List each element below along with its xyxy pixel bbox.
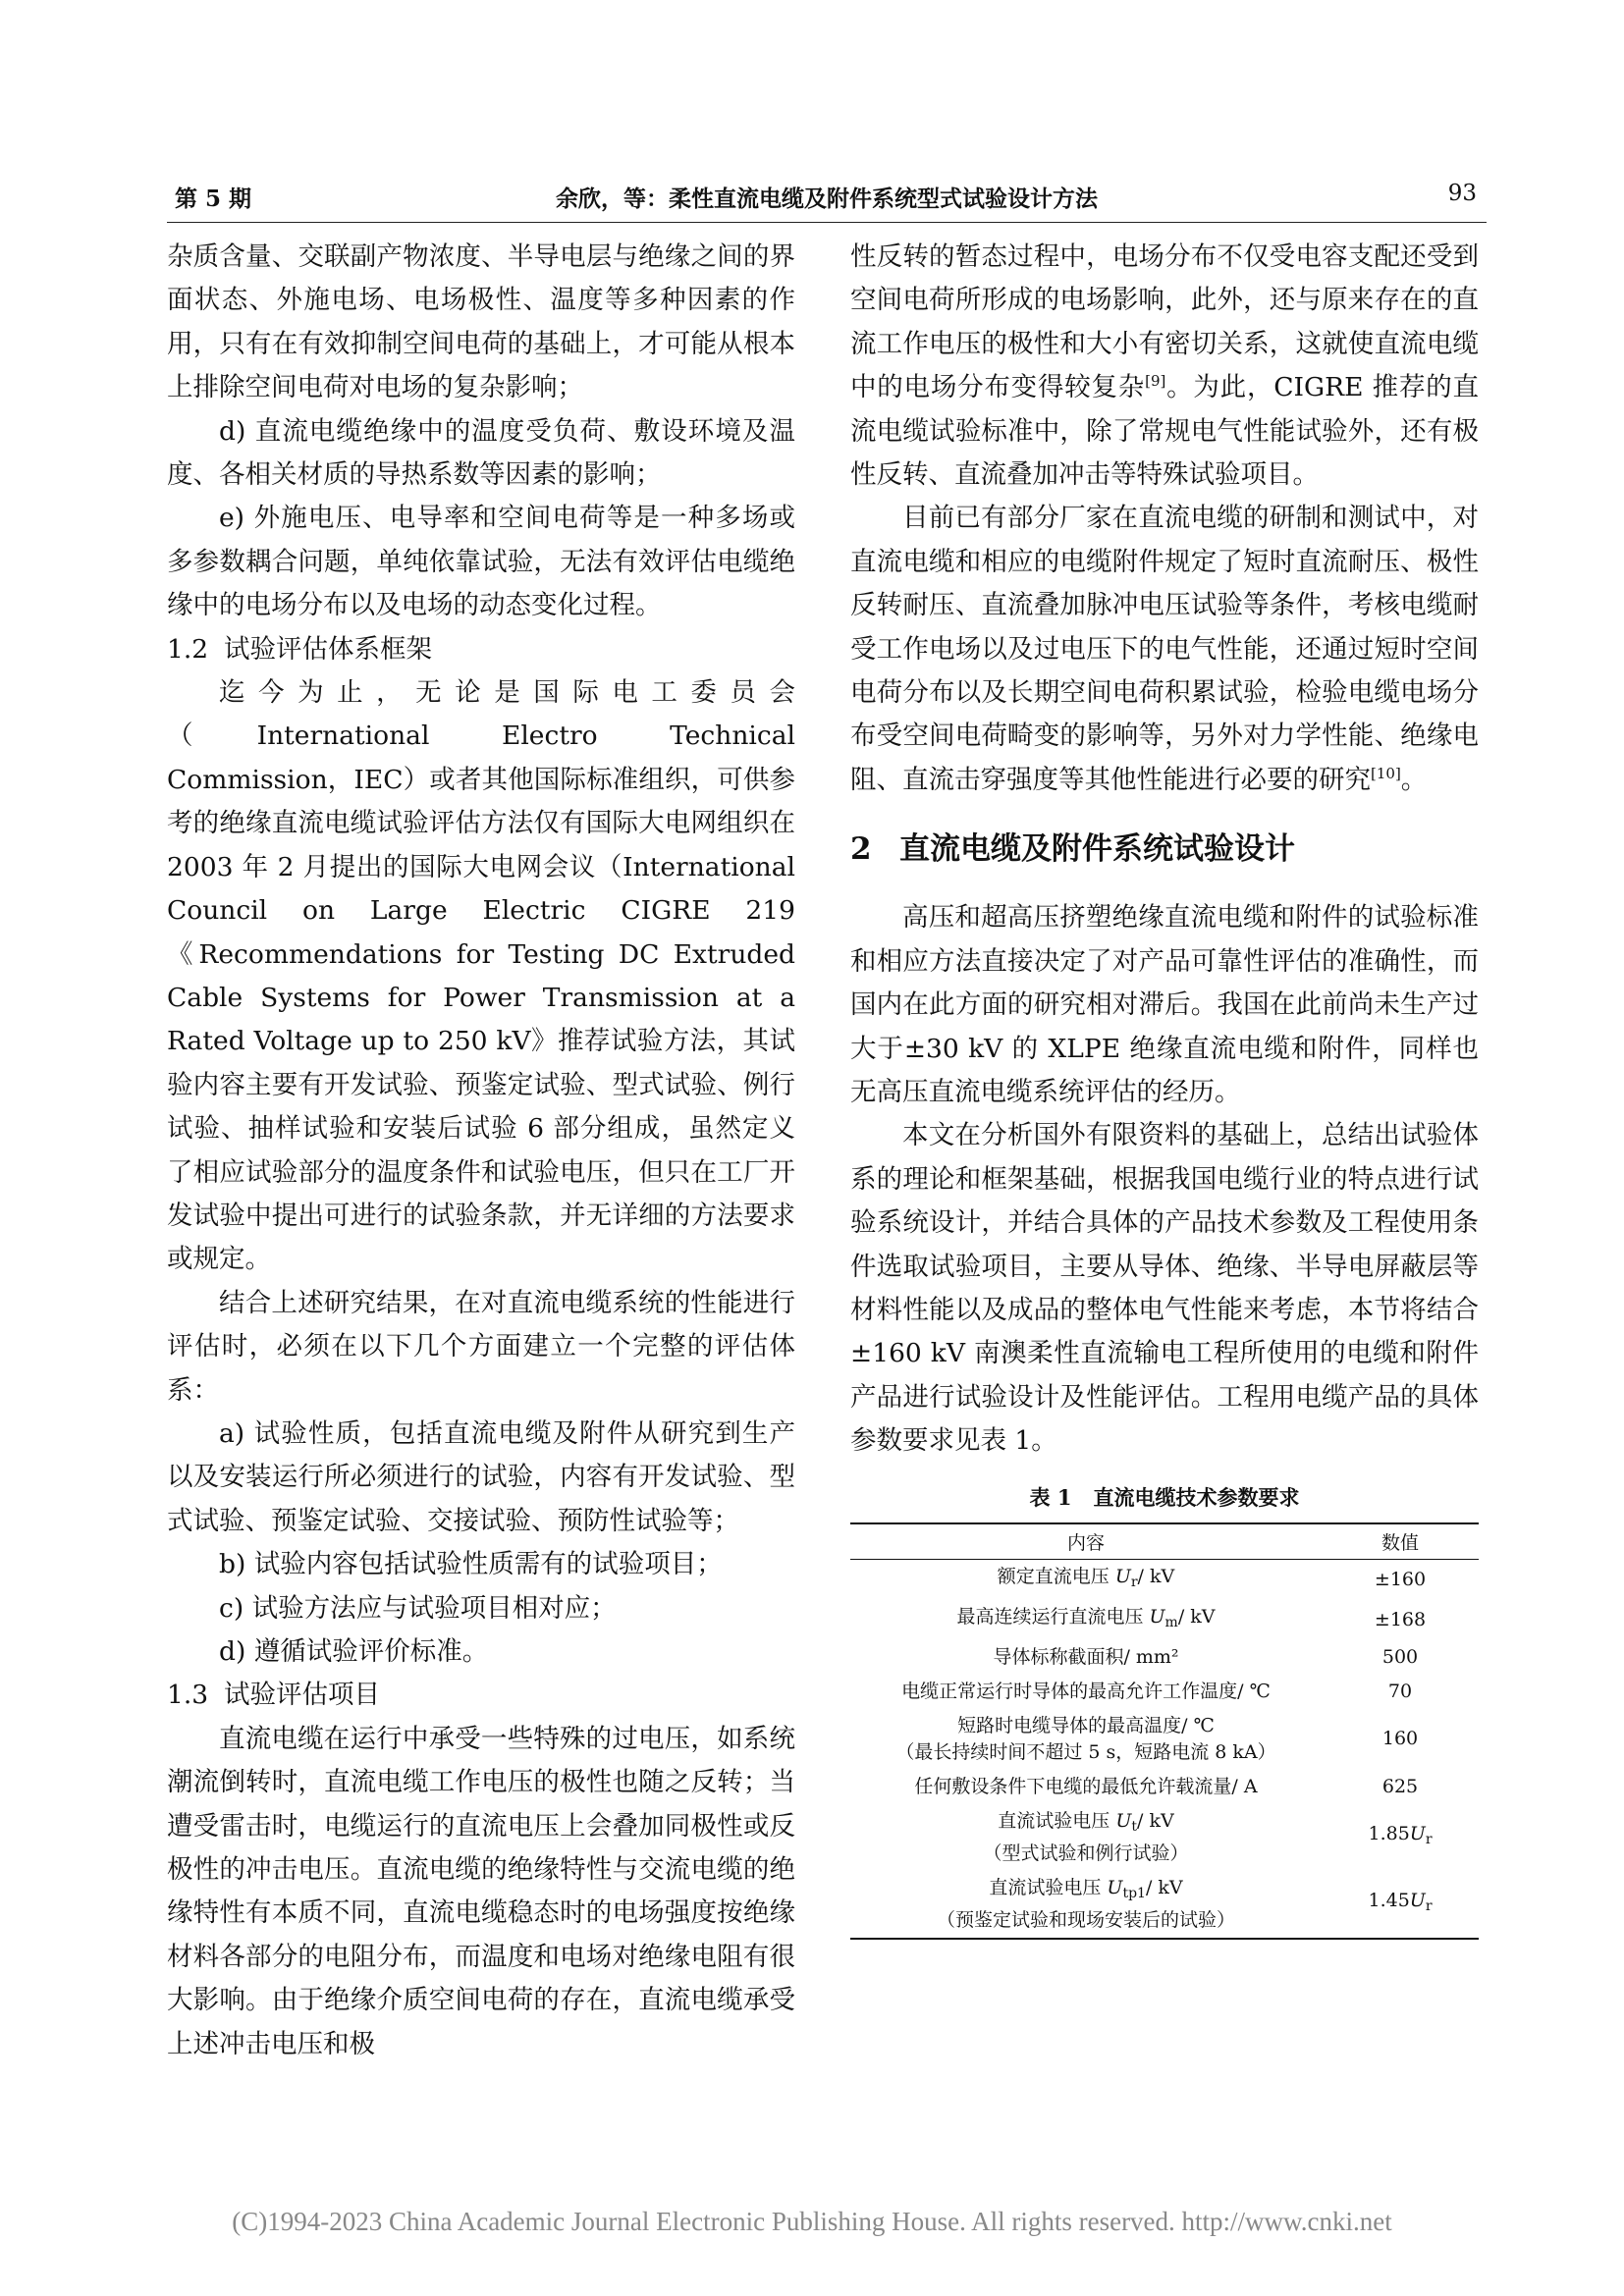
running-header (167, 177, 1487, 220)
value-number: ±168 (1374, 1608, 1427, 1630)
symbol: U (1115, 1809, 1132, 1832)
cell-content (850, 1675, 1322, 1709)
cell-text: 直流试验电压 (989, 1876, 1108, 1898)
value-number: 70 (1387, 1680, 1413, 1702)
value-number: 1.45 (1368, 1890, 1410, 1912)
cell-content (850, 1600, 1322, 1640)
right-column (850, 236, 1479, 1940)
paragraph: 结合上述研究结果，在对直流电缆系统的性能进行评估时，必须在以下几个方面建立一个完整的评估体系： (167, 1287, 795, 1406)
cell-value (1322, 1600, 1479, 1640)
cell-note: （最长持续时间不超过 5 s，短路电流 8 kA） (895, 1740, 1276, 1763)
cell-text: 直流试验电压 (998, 1809, 1116, 1832)
cell-content (850, 1640, 1322, 1675)
paragraph-text: 。为此，CIGRE 推荐的直流电缆试验标准中，除了常规电气性能试验外，还有极性反转、直流叠加冲击等特殊试验项目。 (850, 372, 1480, 491)
column-header-content: 内容 (850, 1523, 1322, 1560)
section-heading (850, 828, 1479, 871)
page-number: 93 (1447, 181, 1477, 206)
header-rule (167, 222, 1487, 223)
value-number: ±160 (1374, 1568, 1427, 1590)
table-row (850, 1770, 1479, 1804)
cell-value (1322, 1559, 1479, 1600)
copyright-footer: (C)1994-2023 China Academic Journal Electronic Publishing House. All rights reserved. http://www.cnki.net (232, 2207, 1392, 2236)
cell-content (850, 1871, 1322, 1939)
list-item: d) 遵循试验评价标准。 (219, 1636, 489, 1667)
symbol-subscript: m (1164, 1614, 1178, 1630)
subsection-heading (167, 628, 795, 671)
value-number: 625 (1381, 1775, 1419, 1797)
paragraph-text: 。 (1400, 764, 1428, 795)
paragraph: 本文在分析国外有限资料的基础上，总结出试验体系的理论和框架基础，根据我国电缆行业的特点进行试验系统设计，并结合具体的产品技术参数及工程使用条件选取试验项目，主要从导体、绝缘、半导电屏蔽层等材料性能以及成品的整体电气性能来考虑，本节将结合±160 kV 南澳柔性直流输电工程所使用的电缆和附件产品进行试验设计及性能评估。工程用电缆产品的具体参数要求见表 1。 (850, 1120, 1479, 1457)
cell-note: （型式试验和例行试验） (983, 1842, 1189, 1864)
unit: / kV (1177, 1605, 1216, 1628)
cell-text: 导体标称截面积/ mm² (993, 1645, 1179, 1668)
cell-note: （预鉴定试验和现场安装后的试验） (936, 1908, 1235, 1931)
citation-ref[interactable]: [10] (1371, 765, 1401, 783)
table-caption (850, 1483, 1479, 1513)
symbol-subscript: tp1 (1122, 1885, 1146, 1901)
table-header-row (850, 1523, 1479, 1560)
spec-table (850, 1522, 1479, 1940)
cell-content (850, 1804, 1322, 1871)
symbol: U (1107, 1876, 1123, 1898)
cell-text: 额定直流电压 (997, 1565, 1115, 1587)
unit: / kV (1145, 1876, 1183, 1898)
left-column (167, 236, 795, 2066)
cell-text: 电缆正常运行时导体的最高允许工作温度/ ℃ (901, 1680, 1271, 1702)
value-number: 160 (1381, 1728, 1419, 1750)
paragraph (850, 497, 1479, 802)
paragraph: 迄今为止，无论是国际电工委员会（International Electro Technical Commission，IEC）或者其他国际标准组织，可供参考的绝缘直流电缆试验评估方法仅有国际大电网组织在 2003 年 2 月提出的国际大电网会议（International Council on Large Electric CIGRE 219《Recommendations for Testing DC Extruded Cable Systems for Power Transmission at a Rated Voltage up to 250 kV》推荐试验方法，其试验内容主要有开发试验、预鉴定试验、型式试验、例行试验、抽样试验和安装后试验 6 部分组成，虽然定义了相应试验部分的温度条件和试验电压，但只在工厂开发试验中提出可进行的试验条款，并无详细的方法要求或规定。 (167, 677, 795, 1275)
section-number: 2 (850, 831, 872, 868)
table-title: 直流电缆技术参数要求 (1093, 1484, 1300, 1510)
paragraph-text: 性反转的暂态过程中，电场分布不仅受电容支配还受到空间电荷所形成的电场影响，此外，还与原来存在的直流工作电压的极性和大小有密切关系，这就使直流电缆中的电场分布变得较复杂 (850, 241, 1479, 403)
paragraph: 高压和超高压挤塑绝缘直流电缆和附件的试验标准和相应方法直接决定了对产品可靠性评估的准确性，而国内在此方面的研究相对滞后。我国在此前尚未生产过大于±30 kV 的 XLPE 绝缘直流电缆和附件，同样也无高压直流电缆系统评估的经历。 (850, 902, 1479, 1107)
value-symbol: U (1409, 1890, 1426, 1912)
unit: / kV (1137, 1565, 1175, 1587)
symbol-subscript: t (1131, 1818, 1137, 1835)
table-row (850, 1600, 1479, 1640)
symbol: U (1114, 1565, 1131, 1587)
section-title: 直流电缆及附件系统试验设计 (899, 831, 1295, 868)
subsection-title: 试验评估体系框架 (224, 633, 432, 665)
subsection-number: 1.2 (167, 633, 209, 665)
table-row (850, 1675, 1479, 1709)
subsection-title: 试验评估项目 (224, 1680, 380, 1711)
table-row (850, 1804, 1479, 1871)
table-row (850, 1640, 1479, 1675)
symbol: U (1149, 1605, 1165, 1628)
table-body (850, 1559, 1479, 1939)
running-title: 余欣，等：柔性直流电缆及附件系统型式试验设计方法 (556, 186, 1098, 212)
list-item: a) 试验性质，包括直流电缆及附件从研究到生产以及安装运行所必须进行的试验，内容有开发试验、型式试验、预鉴定试验、交接试验、预防性试验等； (167, 1417, 795, 1536)
cell-value (1322, 1871, 1479, 1939)
paragraph (850, 236, 1479, 497)
issue-number: 第 5 期 (175, 186, 252, 212)
value-subscript: r (1425, 1832, 1433, 1848)
cell-value (1322, 1640, 1479, 1675)
list-item: c) 试验方法应与试验项目相对应； (219, 1592, 617, 1624)
cell-content (850, 1559, 1322, 1600)
value-symbol: U (1409, 1823, 1426, 1845)
paragraph-text: 目前已有部分厂家在直流电缆的研制和测试中，对直流电缆和相应的电缆附件规定了短时直流耐压、极性反转耐压、直流叠加脉冲电压试验等条件，考核电缆耐受工作电场以及过电压下的电气性能，还通过短时空间电荷分布以及长期空间电荷积累试验，检验电缆电场分布受空间电荷畸变的影响等，另外对力学性能、绝缘电阻、直流击穿强度等其他性能进行必要的研究 (850, 503, 1479, 795)
subsection-heading (167, 1674, 795, 1717)
cell-value (1322, 1675, 1479, 1709)
column-header-value: 数值 (1322, 1523, 1479, 1560)
cell-text: 任何敷设条件下电缆的最低允许载流量/ A (914, 1775, 1258, 1797)
cell-value (1322, 1804, 1479, 1871)
cell-value (1322, 1709, 1479, 1770)
table-number: 表 1 (1029, 1484, 1072, 1510)
table-row (850, 1871, 1479, 1939)
citation-ref[interactable]: [9] (1145, 372, 1166, 391)
value-number: 1.85 (1368, 1823, 1410, 1845)
list-item: d) 直流电缆绝缘中的温度受负荷、敷设环境及温度、各相关材质的导热系数等因素的影响； (167, 415, 795, 491)
list-item: e) 外施电压、电导率和空间电荷等是一种多场或多参数耦合问题，单纯依靠试验，无法有效评估电缆绝缘中的电场分布以及电场的动态变化过程。 (167, 503, 795, 621)
paragraph: 杂质含量、交联副产物浓度、半导电层与绝缘之间的界面状态、外施电场、电场极性、温度等多种因素的作用，只有在有效抑制空间电荷的基础上，才可能从根本上排除空间电荷对电场的复杂影响； (167, 241, 795, 403)
table-row (850, 1559, 1479, 1600)
cell-text: 短路时电缆导体的最高温度/ ℃ (957, 1714, 1215, 1736)
table-1 (850, 1483, 1479, 1940)
unit: / kV (1137, 1809, 1174, 1832)
list-item: b) 试验内容包括试验性质需有的试验项目； (219, 1549, 723, 1580)
cell-text: 最高连续运行直流电压 (956, 1605, 1150, 1628)
cell-value (1322, 1770, 1479, 1804)
value-number: 500 (1381, 1645, 1419, 1668)
paragraph: 直流电缆在运行中承受一些特殊的过电压，如系统潮流倒转时，直流电缆工作电压的极性也随之反转；当遭受雷击时，电缆运行的直流电压上会叠加同极性或反极性的冲击电压。直流电缆的绝缘特性与交流电缆的绝缘特性有本质不同，直流电缆稳态时的电场强度按绝缘材料各部分的电阻分布，而温度和电场对绝缘电阻有很大影响。由于绝缘介质空间电荷的存在，直流电缆承受上述冲击电压和极 (167, 1723, 795, 2059)
value-subscript: r (1425, 1898, 1433, 1915)
subsection-number: 1.3 (167, 1680, 209, 1711)
cell-content (850, 1709, 1322, 1770)
cell-content (850, 1770, 1322, 1804)
table-row (850, 1709, 1479, 1770)
symbol-subscript: r (1130, 1574, 1138, 1590)
